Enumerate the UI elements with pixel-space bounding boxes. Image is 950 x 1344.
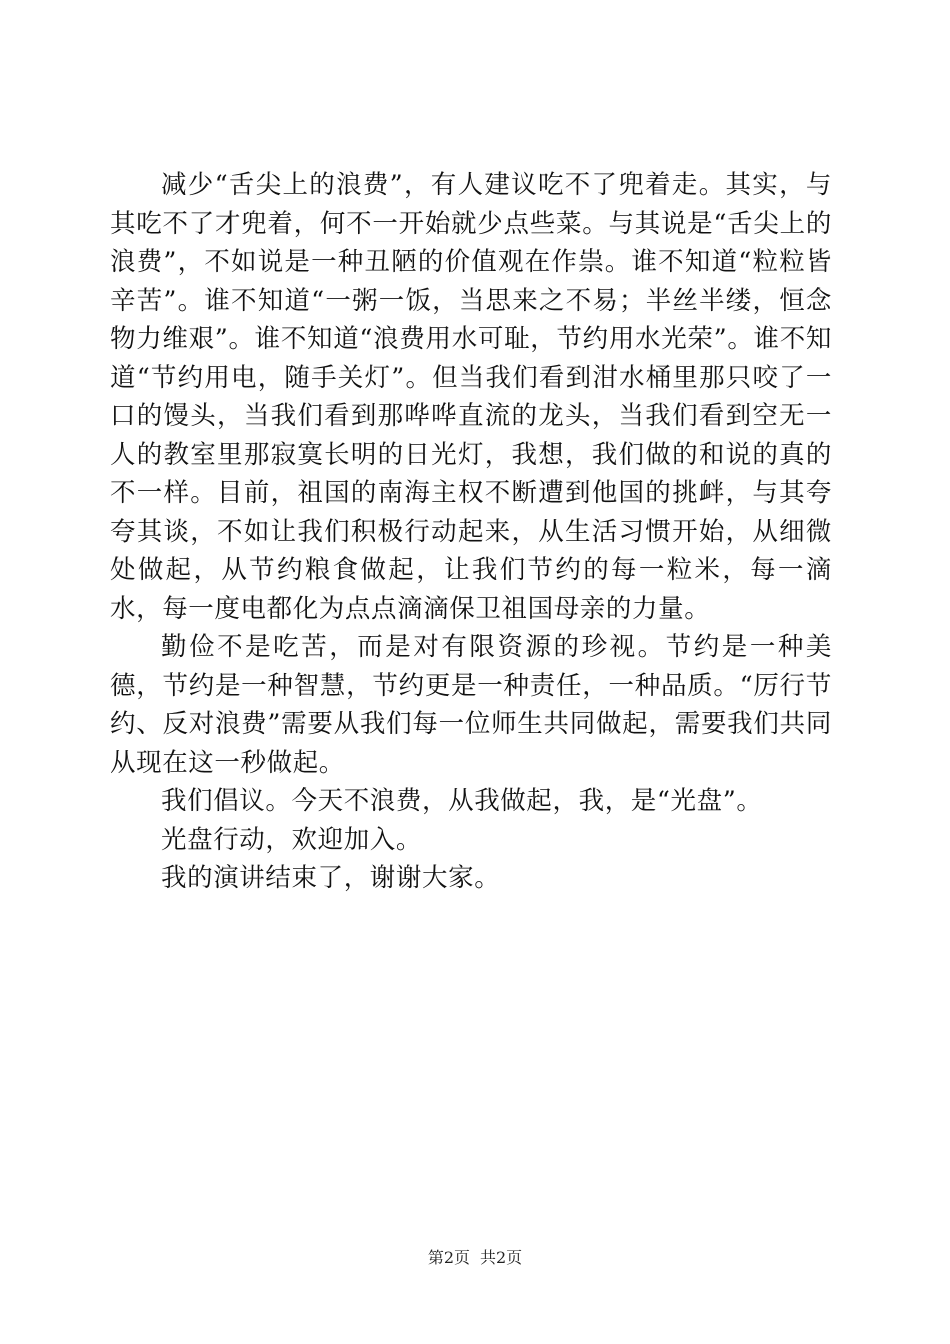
paragraph-closing: 我的演讲结束了，谢谢大家。 bbox=[161, 863, 501, 893]
document-body bbox=[110, 166, 832, 898]
paragraph-waste: 减少“舌尖上的浪费”，有人建议吃不了兜着走。其实，与其吃不了才兜着，何不一开始就少点些菜。与其说是“舌尖上的浪费”，不如说是一种丑陋的价值观在作祟。谁不知道“粒粒皆辛苦”。谁不知道“一粥一饭，当思来之不易；半丝半缕，恒念物力维艰”。谁不知道“浪费用水可耻，节约用水光荣”。谁不知道“节约用电，随手关灯”。但当我们看到泔水桶里那只咬了一口的馒头，当我们看到那哗哗直流的龙头，当我们看到空无一人的教室里那寂寞长明的日光灯，我想，我们做的和说的真的不一样。目前，祖国的南海主权不断遭到他国的挑衅，与其夸夸其谈，不如让我们积极行动起来，从生活习惯开始，从细微处做起，从节约粮食做起，让我们节约的每一粒米，每一滴水，每一度电都化为点点滴滴保卫祖国母亲的力量。 bbox=[110, 170, 832, 624]
paragraph-thrift: 勤俭不是吃苦，而是对有限资源的珍视。节约是一种美德，节约是一种智慧，节约更是一种责任，一种品质。“厉行节约、反对浪费”需要从我们每一位师生共同做起，需要我们共同从现在这一秒做起。 bbox=[110, 632, 832, 778]
paragraph-proposal: 我们倡议。今天不浪费，从我做起，我，是“光盘”。 bbox=[161, 786, 763, 816]
page-footer bbox=[0, 1245, 950, 1268]
page-number-current: 第2页 bbox=[427, 1248, 470, 1267]
paragraph-clean-plate: 光盘行动，欢迎加入。 bbox=[161, 824, 423, 855]
page-number-total: 共2页 bbox=[480, 1248, 523, 1267]
